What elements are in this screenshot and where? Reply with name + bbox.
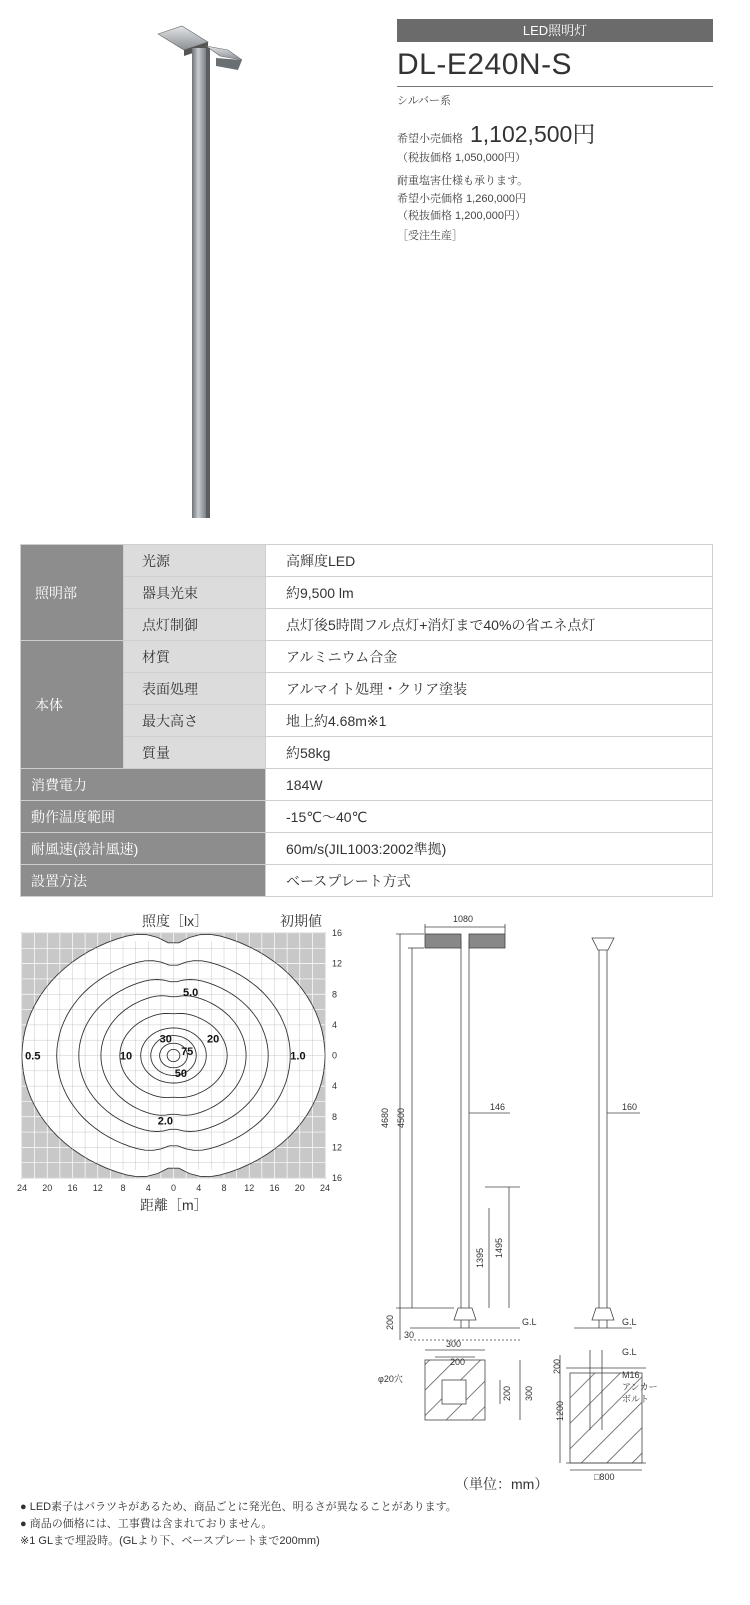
dim-plate-outer: 300 bbox=[446, 1339, 462, 1349]
contour-label: 10 bbox=[119, 1050, 133, 1063]
y-tick-label: 4 bbox=[332, 1081, 338, 1092]
dim-plate-side-200: 200 bbox=[502, 1385, 512, 1401]
x-tick-label: 20 bbox=[42, 1183, 53, 1193]
y-tick-label: 12 bbox=[332, 1142, 343, 1153]
price-value: 1,102,500円 bbox=[470, 121, 596, 147]
contour-label: 20 bbox=[206, 1033, 220, 1046]
dim-door-2: 1495 bbox=[494, 1237, 504, 1258]
contour-label: 0.5 bbox=[25, 1050, 41, 1063]
row-label: 最大高さ bbox=[124, 705, 266, 737]
gl-front: G.L bbox=[522, 1317, 537, 1327]
dim-height-pole: 4500 bbox=[396, 1107, 406, 1128]
x-tick-label: 8 bbox=[221, 1183, 227, 1193]
x-tick-label: 12 bbox=[92, 1183, 103, 1193]
group-label: 本体 bbox=[21, 641, 124, 769]
dim-plate-side-300: 300 bbox=[524, 1385, 534, 1401]
price-label: 希望小売価格 bbox=[397, 133, 463, 145]
pole-head-right bbox=[206, 46, 242, 70]
anchor-label-2: ボルト bbox=[622, 1394, 650, 1404]
row-label: 器具光束 bbox=[124, 577, 266, 609]
row-value: 地上約4.68m※1 bbox=[266, 705, 713, 737]
dim-pole-front: 146 bbox=[490, 1102, 506, 1112]
row-value: 約58kg bbox=[266, 737, 713, 769]
gl-side: G.L bbox=[622, 1317, 637, 1327]
spec-table bbox=[20, 544, 713, 897]
price-excl-tax: （税抜価格 1,050,000円） bbox=[397, 152, 526, 164]
dim-width-top: 1080 bbox=[453, 914, 474, 924]
row-label: 材質 bbox=[124, 641, 266, 673]
x-tick-label: 16 bbox=[67, 1183, 78, 1193]
table-row bbox=[21, 833, 713, 865]
x-tick-label: 20 bbox=[294, 1183, 305, 1193]
row-value: アルミニウム合金 bbox=[266, 641, 713, 673]
color-variant: シルバー系 bbox=[397, 95, 451, 107]
isolux-chart bbox=[0, 928, 350, 1196]
dim-door-1: 1395 bbox=[475, 1247, 485, 1268]
table-row bbox=[21, 609, 713, 641]
dim-plate-inner: 200 bbox=[450, 1357, 466, 1367]
product-image bbox=[150, 20, 260, 520]
row-label: 耐風速(設計風速) bbox=[21, 833, 266, 865]
table-row bbox=[21, 801, 713, 833]
unit-note: （単位：mm） bbox=[455, 1476, 549, 1492]
dimension-drawings bbox=[370, 910, 660, 1480]
table-row bbox=[21, 769, 713, 801]
salt-price: 希望小売価格 1,260,000円 bbox=[397, 193, 526, 205]
pole-shaft bbox=[192, 48, 206, 518]
note-item: ● 商品の価格には、工事費は含まれておりません。 bbox=[20, 1518, 273, 1530]
contour-label: 1.0 bbox=[290, 1050, 306, 1063]
table-row bbox=[21, 545, 713, 577]
header-divider bbox=[397, 86, 713, 87]
row-value: -15℃～40℃ bbox=[266, 801, 713, 833]
anchor-label-1: アンカー bbox=[622, 1382, 658, 1392]
dim-height-total: 4680 bbox=[380, 1107, 390, 1128]
row-label: 表面処理 bbox=[124, 673, 266, 705]
gl-foundation: G.L bbox=[622, 1347, 637, 1357]
y-tick-label: 8 bbox=[332, 1111, 338, 1122]
x-tick-label: 8 bbox=[120, 1183, 126, 1193]
table-row bbox=[21, 673, 713, 705]
table-row bbox=[21, 577, 713, 609]
chart-subtitle: 初期値 bbox=[280, 913, 322, 929]
dim-foundation-top: 200 bbox=[552, 1358, 562, 1374]
x-tick-label: 4 bbox=[145, 1183, 151, 1193]
table-row bbox=[21, 705, 713, 737]
row-value: 高輝度LED bbox=[266, 545, 713, 577]
dim-foundation-width: □800 bbox=[594, 1472, 615, 1480]
note-item: ※1 GLまで埋設時。(GLより下、ベースプレートまで200mm) bbox=[20, 1535, 320, 1547]
dim-foundation-depth: 1200 bbox=[555, 1400, 565, 1421]
contour-label: 75 bbox=[181, 1045, 194, 1058]
order-note: ［受注生産］ bbox=[397, 230, 463, 242]
contour-label: 5.0 bbox=[182, 986, 199, 999]
row-value: 60m/s(JIL1003:2002準拠) bbox=[266, 833, 713, 865]
x-tick-label: 0 bbox=[170, 1183, 177, 1193]
dim-pole-side: 160 bbox=[622, 1102, 638, 1112]
y-tick-label: 16 bbox=[332, 1173, 343, 1183]
y-tick-label: 12 bbox=[332, 958, 343, 969]
row-label: 動作温度範囲 bbox=[21, 801, 266, 833]
contour-label: 2.0 bbox=[157, 1115, 174, 1128]
row-label: 質量 bbox=[124, 737, 266, 769]
y-tick-label: 4 bbox=[332, 1019, 338, 1030]
contour-label: 50 bbox=[174, 1068, 188, 1081]
x-tick-label: 24 bbox=[16, 1183, 28, 1193]
table-row bbox=[21, 737, 713, 769]
row-label: 設置方法 bbox=[21, 865, 266, 897]
row-label: 光源 bbox=[124, 545, 266, 577]
anchor-size: M16 bbox=[622, 1370, 640, 1380]
y-tick-label: 16 bbox=[332, 928, 343, 938]
x-tick-label: 24 bbox=[319, 1183, 331, 1193]
salt-note: 耐重塩害仕様も承ります。 bbox=[397, 175, 529, 187]
row-value: ベースプレート方式 bbox=[266, 865, 713, 897]
footnotes bbox=[20, 1499, 457, 1550]
salt-price-excl: （税抜価格 1,200,000円） bbox=[397, 210, 526, 222]
row-label: 点灯制御 bbox=[124, 609, 266, 641]
x-tick-label: 16 bbox=[269, 1183, 280, 1193]
row-value: 184W bbox=[266, 769, 713, 801]
x-tick-label: 12 bbox=[244, 1183, 255, 1193]
y-tick-label: 0 bbox=[332, 1050, 338, 1061]
table-row bbox=[21, 641, 713, 673]
x-tick-label: 4 bbox=[196, 1183, 202, 1193]
note-item: ● LED素子はバラツキがあるため、商品ごとに発光色、明るさが異なることがあります。 bbox=[20, 1501, 457, 1513]
table-row bbox=[21, 865, 713, 897]
group-label: 照明部 bbox=[21, 545, 124, 641]
row-label: 消費電力 bbox=[21, 769, 266, 801]
row-value: 点灯後5時間フル点灯+消灯まで40%の省エネ点灯 bbox=[266, 609, 713, 641]
dim-hole: φ20穴 bbox=[378, 1374, 403, 1384]
row-value: 約9,500 lm bbox=[266, 577, 713, 609]
dim-base: 200 bbox=[385, 1314, 395, 1330]
price-row bbox=[397, 116, 595, 149]
chart-xlabel: 距離［m］ bbox=[140, 1197, 208, 1213]
model-number: DL-E240N-S bbox=[397, 48, 573, 81]
contour-label: 30 bbox=[159, 1033, 172, 1046]
dim-base-under: 30 bbox=[404, 1330, 415, 1340]
category-bar: LED照明灯 bbox=[397, 19, 713, 42]
y-tick-label: 8 bbox=[332, 989, 338, 1000]
chart-title: 照度［lx］ bbox=[142, 913, 209, 929]
row-value: アルマイト処理・クリア塗装 bbox=[266, 673, 713, 705]
